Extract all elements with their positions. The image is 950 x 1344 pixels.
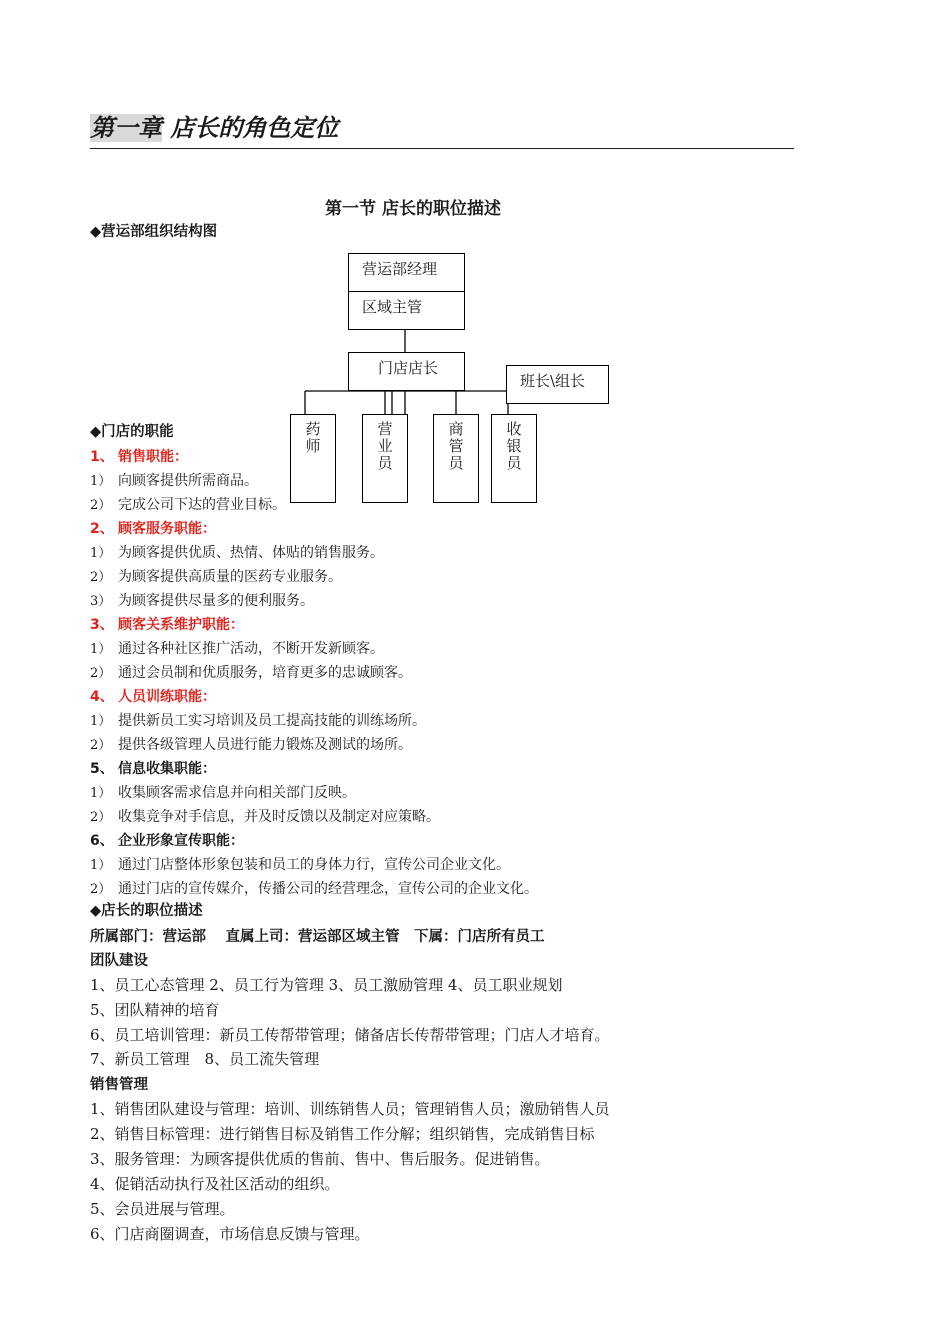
sales-line: 2、销售目标管理：进行销售目标及销售工作分解；组织销售，完成销售目标: [90, 1125, 595, 1143]
item-number: 2）: [90, 570, 112, 585]
function-item: [90, 542, 384, 562]
org-node-pharmacist: [290, 414, 336, 503]
function-name: 顾客关系维护职能：: [118, 617, 244, 633]
item-text: 向顾客提供所需商品。: [118, 473, 258, 489]
item-text: 提供新员工实习培训及员工提高技能的训练场所。: [118, 713, 426, 729]
function-title: [90, 758, 216, 778]
item-number: 1）: [90, 642, 112, 657]
function-item: [90, 782, 356, 802]
item-text: 通过门店的宣传媒介，传播公司的经营理念，宣传公司的企业文化。: [118, 881, 538, 897]
job-description-heading: ◆店长的职位描述: [90, 903, 203, 919]
chapter-name: 店长的角色定位: [162, 114, 339, 142]
function-title: [90, 446, 188, 466]
item-text: 通过门店整体形象包装和员工的身体力行，宣传公司企业文化。: [118, 857, 510, 873]
org-node-label: 药师: [305, 420, 321, 455]
item-number: 2）: [90, 810, 112, 825]
function-item: [90, 710, 426, 730]
item-number: 1）: [90, 858, 112, 873]
item-number: 1）: [90, 546, 112, 561]
function-number: 1、: [90, 449, 114, 465]
item-text: 收集竞争对手信息，并及时反馈以及制定对应策略。: [118, 809, 440, 825]
function-name: 企业形象宣传职能：: [118, 833, 244, 849]
org-node-manager: 营运部经理: [348, 253, 465, 293]
function-item: [90, 806, 440, 826]
function-item: [90, 662, 412, 682]
chapter-number: 第一章: [90, 114, 162, 142]
function-item: [90, 638, 384, 658]
function-name: 人员训练职能：: [118, 689, 216, 705]
team-line: 5、团队精神的培育: [90, 1001, 220, 1019]
job-meta: 所属部门：营运部 直属上司：营运部区域主管 下属：门店所有员工: [90, 929, 545, 945]
org-node-label: 收银员: [506, 420, 522, 472]
item-number: 1）: [90, 714, 112, 729]
function-number: 2、: [90, 521, 114, 537]
item-number: 1）: [90, 474, 112, 489]
function-item: [90, 734, 412, 754]
function-item: [90, 878, 538, 898]
sales-line: 1、销售团队建设与管理：培训、训练销售人员；管理销售人员；激励销售人员: [90, 1100, 610, 1118]
function-item: [90, 566, 342, 586]
item-number: 2）: [90, 882, 112, 897]
org-node-label: 商管员: [448, 420, 464, 472]
function-number: 4、: [90, 689, 114, 705]
team-line: 1、员工心态管理 2、员工行为管理 3、员工激励管理 4、员工职业规划: [90, 976, 563, 994]
team-line: 7、新员工管理 8、员工流失管理: [90, 1050, 320, 1068]
org-node-goods-manager: [433, 414, 479, 503]
item-number: 3）: [90, 594, 112, 609]
function-number: 5、: [90, 761, 114, 777]
org-node-team-leader: 班长\组长: [506, 365, 609, 404]
function-title: [90, 614, 244, 634]
team-building-title: 团队建设: [90, 953, 148, 969]
item-text: 收集顾客需求信息并向相关部门反映。: [118, 785, 356, 801]
function-item: [90, 854, 510, 874]
function-item: [90, 494, 286, 514]
org-node-supervisor: 区域主管: [348, 291, 465, 330]
item-number: 2）: [90, 666, 112, 681]
function-name: 顾客服务职能：: [118, 521, 216, 537]
sales-line: 6、门店商圈调查，市场信息反馈与管理。: [90, 1225, 370, 1243]
org-chart-heading: ◆营运部组织结构图: [90, 224, 218, 240]
item-text: 为顾客提供尽量多的便利服务。: [118, 593, 314, 609]
function-item: [90, 470, 258, 490]
sales-line: 3、服务管理：为顾客提供优质的售前、售中、售后服务。促进销售。: [90, 1150, 550, 1168]
sales-management-title: 销售管理: [90, 1077, 148, 1093]
section-title: 第一节 店长的职位描述: [325, 199, 501, 219]
item-text: 通过各种社区推广活动，不断开发新顾客。: [118, 641, 384, 657]
function-name: 信息收集职能：: [118, 761, 216, 777]
item-text: 为顾客提供高质量的医药专业服务。: [118, 569, 342, 585]
item-text: 通过会员制和优质服务，培育更多的忠诚顾客。: [118, 665, 412, 681]
team-line: 6、员工培训管理：新员工传帮带管理；储备店长传帮带管理；门店人才培育。: [90, 1026, 610, 1044]
function-item: [90, 590, 314, 610]
item-text: 提供各级管理人员进行能力锻炼及测试的场所。: [118, 737, 412, 753]
store-functions-heading: ◆门店的职能: [90, 424, 174, 440]
item-text: 完成公司下达的营业目标。: [118, 497, 286, 513]
org-node-cashier: [491, 414, 537, 503]
function-number: 6、: [90, 833, 114, 849]
org-node-salesperson: [362, 414, 408, 503]
item-number: 2）: [90, 738, 112, 753]
function-number: 3、: [90, 617, 114, 633]
item-text: 为顾客提供优质、热情、体贴的销售服务。: [118, 545, 384, 561]
function-title: [90, 686, 216, 706]
sales-line: 5、会员进展与管理。: [90, 1200, 235, 1218]
function-name: 销售职能：: [118, 449, 188, 465]
function-title: [90, 518, 216, 538]
org-node-store-manager: 门店店长: [348, 352, 465, 391]
sales-line: 4、促销活动执行及社区活动的组织。: [90, 1175, 340, 1193]
org-node-label: 营业员: [377, 420, 393, 472]
item-number: 1）: [90, 786, 112, 801]
item-number: 2）: [90, 498, 112, 513]
function-title: [90, 830, 244, 850]
